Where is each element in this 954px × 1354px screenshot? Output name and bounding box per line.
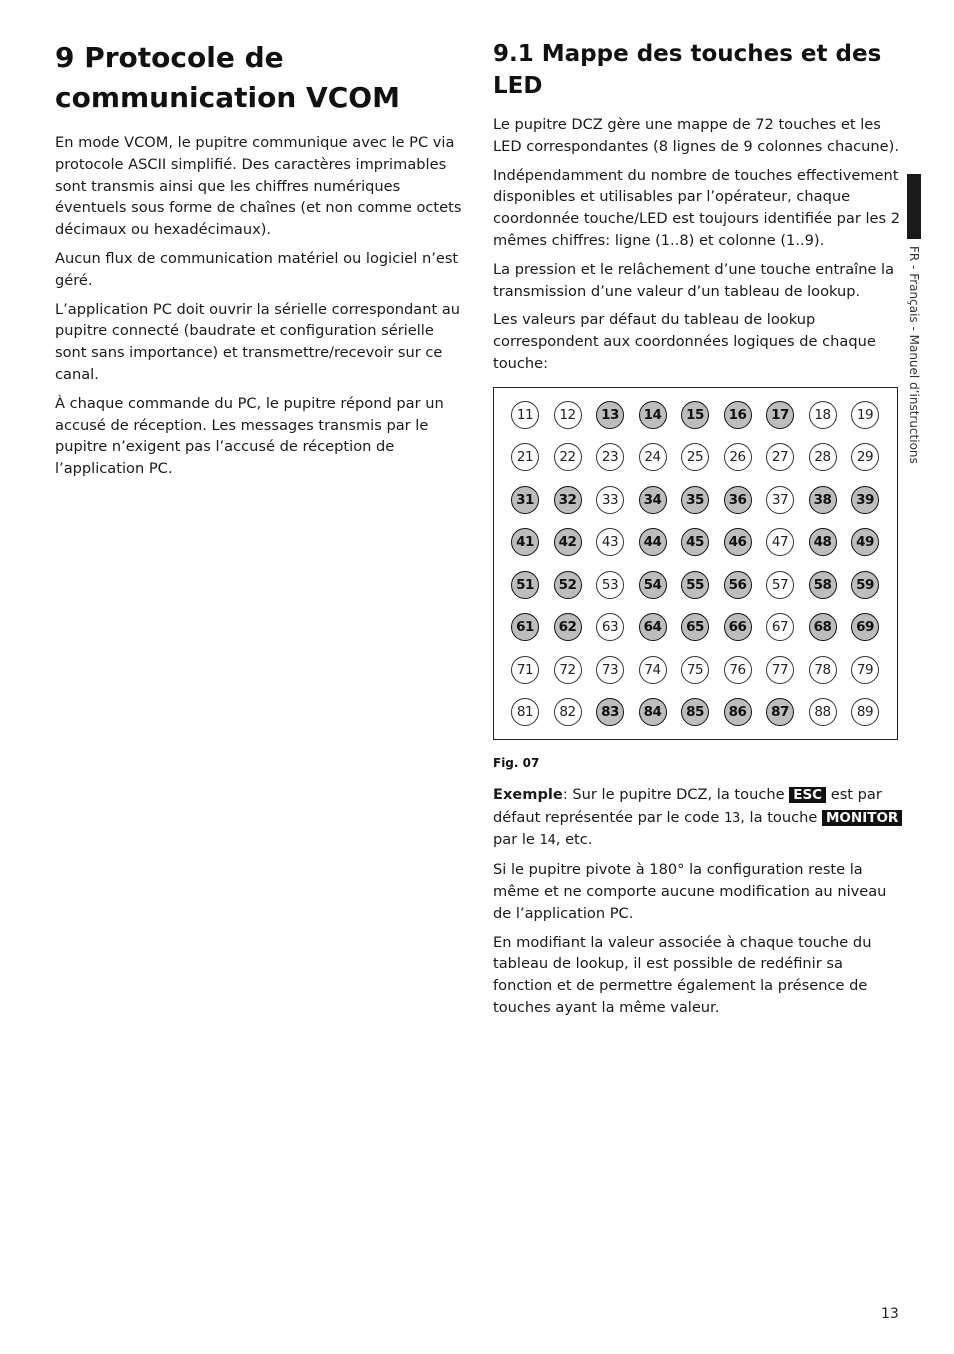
section-title: 9 Protocole de communication VCOM: [55, 41, 400, 114]
key-cell: 43: [596, 528, 624, 556]
key-cell: 34: [639, 486, 667, 514]
key-cell: 82: [554, 698, 582, 726]
key-cell: 68: [809, 613, 837, 641]
paragraph: À chaque commande du PC, le pupitre répond par un accusé de réception. Les messages transmis par le pupitre n’exigent pas l’accusé de réception de l’application PC.: [55, 394, 444, 478]
paragraph: Si le pupitre pivote à 180° la configuration reste la même et ne comporte aucune modification au niveau de l’application PC.: [493, 861, 887, 922]
side-label: FR - Français - Manuel d’instructions: [907, 246, 921, 464]
key-cell: 31: [511, 486, 539, 514]
key-cell: 84: [639, 698, 667, 726]
paragraph: L’application PC doit ouvrir la sérielle correspondant au pupitre connecté (baudrate et configuration sérielle sont sans importance) et transmettre/recevoir sur ce canal.: [55, 300, 461, 383]
key-cell: 29: [851, 443, 879, 471]
key-cell: 75: [681, 656, 709, 684]
key-cell: 76: [724, 656, 752, 684]
paragraph: Aucun flux de communication matériel ou logiciel n’est géré.: [55, 249, 459, 289]
key-cell: 32: [554, 486, 582, 514]
key-cell: 73: [596, 656, 624, 684]
key-cell: 66: [724, 613, 752, 641]
key-cell: 41: [511, 528, 539, 556]
key-cell: 51: [511, 571, 539, 599]
key-cell: 15: [681, 401, 709, 429]
key-cell: 47: [766, 528, 794, 556]
key-cell: 39: [851, 486, 879, 514]
key-cell: 35: [681, 486, 709, 514]
key-cell: 42: [554, 528, 582, 556]
key-cell: 28: [809, 443, 837, 471]
key-cell: 49: [851, 528, 879, 556]
example-text: est par défaut représentée par le code: [493, 785, 882, 826]
key-cell: 78: [809, 656, 837, 684]
key-cell: 85: [681, 698, 709, 726]
key-cell: 55: [681, 571, 709, 599]
figure-caption: Fig. 07: [493, 755, 540, 770]
key-cell: 33: [596, 486, 624, 514]
example-paragraph: [493, 784, 903, 852]
code-value: 13: [724, 809, 741, 826]
key-map-grid: [511, 401, 879, 727]
key-cell: 17: [766, 401, 794, 429]
key-cell: 25: [681, 443, 709, 471]
key-cell: 56: [724, 571, 752, 599]
key-cell: 64: [639, 613, 667, 641]
key-cell: 26: [724, 443, 752, 471]
monitor-key-label: MONITOR: [822, 810, 902, 826]
key-cell: 61: [511, 613, 539, 641]
key-cell: 72: [554, 656, 582, 684]
key-cell: 52: [554, 571, 582, 599]
key-cell: 13: [596, 401, 624, 429]
example-text: , etc.: [555, 831, 593, 849]
paragraph: Indépendamment du nombre de touches effectivement disponibles et utilisables par l’opérateur, chaque coordonnée touche/LED est toujours identifiée par les 2 mêmes chiffres: ligne (1..8) et colonne (1..9).: [493, 166, 901, 249]
example-text: : Sur le pupitre DCZ, la touche: [562, 785, 790, 803]
key-cell: 21: [511, 443, 539, 471]
key-cell: 77: [766, 656, 794, 684]
page-number: 13: [881, 1306, 899, 1322]
key-cell: 23: [596, 443, 624, 471]
key-cell: 36: [724, 486, 752, 514]
paragraph: La pression et le relâchement d’une touche entraîne la transmission d’une valeur d’un tableau de lookup.: [493, 260, 895, 300]
subsection-title: 9.1 Mappe des touches et des LED: [493, 41, 882, 99]
key-cell: 12: [554, 401, 582, 429]
key-cell: 14: [639, 401, 667, 429]
right-column: [493, 38, 903, 1026]
key-cell: 57: [766, 571, 794, 599]
example-text: , la touche: [740, 808, 822, 826]
example-label: Exemple: [493, 785, 563, 803]
key-cell: 27: [766, 443, 794, 471]
key-cell: 83: [596, 698, 624, 726]
paragraph: Le pupitre DCZ gère une mappe de 72 touches et les LED correspondantes (8 lignes de 9 colonnes chacune).: [493, 116, 899, 155]
paragraph: En mode VCOM, le pupitre communique avec le PC via protocole ASCII simplifié. Des caractères imprimables sont transmis ainsi que les chiffres numériques éventuels sous forme de chaînes (et non comme octets décimaux ou hexadécimaux).: [55, 134, 462, 239]
key-cell: 38: [809, 486, 837, 514]
key-cell: 89: [851, 698, 879, 726]
paragraph: En modifiant la valeur associée à chaque touche du tableau de lookup, il est possible de redéfinir sa fonction et de permettre également la présence de touches ayant la même valeur.: [493, 933, 872, 1016]
left-column: [55, 38, 465, 487]
key-cell: 18: [809, 401, 837, 429]
key-cell: 19: [851, 401, 879, 429]
key-cell: 24: [639, 443, 667, 471]
key-cell: 58: [809, 571, 837, 599]
key-cell: 79: [851, 656, 879, 684]
esc-key-label: ESC: [789, 787, 826, 803]
key-cell: 22: [554, 443, 582, 471]
key-cell: 74: [639, 656, 667, 684]
key-cell: 54: [639, 571, 667, 599]
key-cell: 44: [639, 528, 667, 556]
key-cell: 46: [724, 528, 752, 556]
key-cell: 59: [851, 571, 879, 599]
key-cell: 16: [724, 401, 752, 429]
key-cell: 53: [596, 571, 624, 599]
key-cell: 69: [851, 613, 879, 641]
key-cell: 67: [766, 613, 794, 641]
code-value: 14: [539, 832, 556, 849]
key-cell: 62: [554, 613, 582, 641]
key-cell: 71: [511, 656, 539, 684]
key-cell: 81: [511, 698, 539, 726]
key-cell: 11: [511, 401, 539, 429]
side-tab-marker: [907, 174, 921, 239]
key-cell: 63: [596, 613, 624, 641]
example-text: par le: [493, 831, 540, 849]
key-cell: 88: [809, 698, 837, 726]
paragraph: Les valeurs par défaut du tableau de lookup correspondent aux coordonnées logiques de chaque touche:: [493, 311, 876, 372]
key-map-figure: [493, 387, 898, 740]
key-cell: 48: [809, 528, 837, 556]
key-cell: 45: [681, 528, 709, 556]
key-cell: 65: [681, 613, 709, 641]
key-cell: 86: [724, 698, 752, 726]
key-cell: 37: [766, 486, 794, 514]
key-cell: 87: [766, 698, 794, 726]
